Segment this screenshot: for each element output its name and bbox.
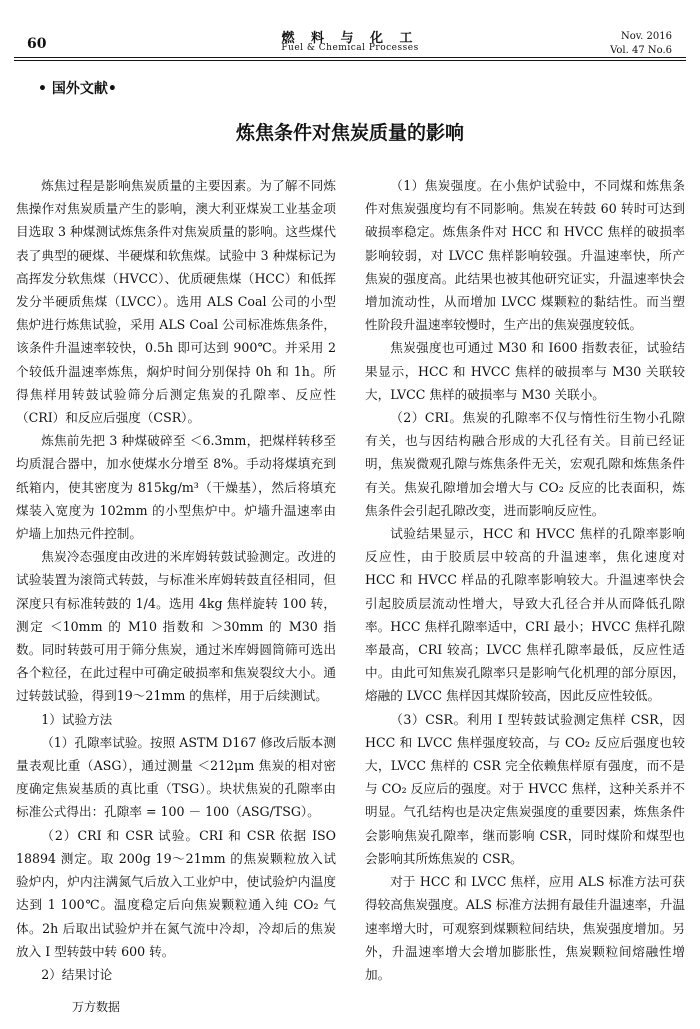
left-column (16, 174, 336, 986)
paragraph: （1）孔隙率试验。按照 ASTM D167 修改后版本测量表观比重（ASG），通过测量 ＜212μm 焦炭的相对密度确定焦炭基质的真比重（TSG）。块状焦炭的孔隙率由标准公式得出：孔隙率 = 100 － 100（ASG/TSG）。 (16, 734, 336, 820)
watermark: 万方数据 (72, 1000, 121, 1014)
paragraph: 试验结果显示，HCC 和 HVCC 焦样的孔隙率影响反应性，由于胶质层中较高的升温速率，焦化速度对 HCC 和 HVCC 样品的孔隙率影响较大。升温速率快会引起胶质层流动性增大，导致大孔径合并从而降低孔隙率。HCC 焦样孔隙率适中，CRI 最小；HVCC 焦样孔隙率最高，CRI 较高；LVCC 焦样孔隙率最低，反应性适中。由此可知焦炭孔隙率只是影响气化机理的部分原因，熔融的 LVCC 焦样因其煤阶较高，因此反应性较低。 (365, 526, 685, 704)
article-title: 炼焦条件对焦炭质量的影响 (235, 122, 464, 144)
paragraph: （1）焦炭强度。在小焦炉试验中，不同煤和炼焦条件对焦炭强度均有不同影响。焦炭在转鼓 60 转时可达到破损率稳定。炼焦条件对 HCC 和 HVCC 焦样的破损率影响较弱，对 LVCC 焦样影响较强。升温速率快，所产焦炭的强度高。此结果也被其他研究证实，升温速率快会增加流动性，从而增加 LVCC 煤颗粒的黏结性。而当塑性阶段升温速率较慢时，生产出的焦炭强度较低。 (365, 178, 685, 333)
paragraph: 焦炭冷态强度由改进的米库姆转鼓试验测定。改进的试验装置为滚筒式转鼓，与标准米库姆转鼓直径相同，但深度只有标准转鼓的 1/4。选用 4kg 焦样旋转 100 转，测定 ＜10mm 的 M10 指数和 ＞30mm 的 M30 指数。同时转鼓可用于筛分焦炭，通过米库姆圆筒筛可选出各个粒径，在此过程中可确定破损率和焦炭裂纹大小。通过转鼓试验，得到19～21mm 的焦样，用于后续测试。 (16, 549, 336, 704)
paragraph: 炼焦过程是影响焦炭质量的主要因素。为了解不同炼焦操作对焦炭质量产生的影响，澳大利亚煤炭工业基金项目选取 3 种煤测试炼焦条件对焦炭质量的影响。这些煤代表了典型的硬煤、半硬煤和软焦煤。试验中 3 种煤标记为高挥发分软焦煤（HVCC）、优质硬焦煤（HCC）和低挥发分半硬质焦煤（LVCC）。选用 ALS Coal 公司的小型焦炉进行炼焦试验，采用 ALS Coal 公司标准炼焦条件，该条件升温速率较快，0.5h 即可达到 900℃。并采用 2 个较低升温速率炼焦，焖炉时间分别保持 0h 和 1h。所得焦样用转鼓试验筛分后测定焦炭的孔隙率、反应性（CRI）和反应后强度（CSR）。 (16, 178, 336, 426)
journal-title-cn: 燃 料 与 化 工 (281, 31, 419, 46)
paragraph: （2）CRI。焦炭的孔隙率不仅与惰性衍生物小孔隙有关，也与因结构融合形成的大孔径有关。目前已经证明，焦炭微观孔隙与炼焦条件无关，宏观孔隙和炼焦条件有关。焦炭孔隙增加会增大与 CO₂ 反应的比表面积，炼焦条件会引起孔隙改变，进而影响反应性。 (365, 410, 685, 518)
paragraph: （3）CSR。利用 I 型转鼓试验测定焦样 CSR，因 HCC 和 LVCC 焦样强度较高，与 CO₂ 反应后强度也较大，LVCC 焦样的 CSR 完全依赖焦样原有强度，而不是与 CO₂ 反应后的强度。对于 HVCC 焦样，这种关系并不明显。气孔结构也是决定焦炭强度的重要因素，炼焦条件会影响焦炭孔隙率，继而影响 CSR，同时煤阶和煤型也会影响其所炼焦炭的 CSR。 (365, 711, 685, 866)
right-column (365, 174, 685, 986)
paragraph: 炼焦前先把 3 种煤破碎至 ＜6.3mm，把煤样转移至均质混合器中，加水使煤水分增至 8%。手动将煤填充到纸箱内，使其密度为 815kg/m³（干燥基），然后将填充煤装入宽度为 102mm 的小型焦炉中。炉墙升温速率由炉墙上加热元件控制。 (16, 433, 336, 542)
page-header (0, 0, 700, 60)
subheading: 2）结果讨论 (41, 966, 113, 982)
paragraph: 对于 HCC 和 LVCC 焦样，应用 ALS 标准方法可获得较高焦炭强度。ALS 标准方法拥有最佳升温速率，升温速率增大时，可观察到煤颗粒间结块，焦炭强度增加。另外，升温速率增大会增加膨胀性，焦炭颗粒间熔融性增加。 (365, 874, 685, 982)
header-rule (14, 57, 686, 58)
subheading: 1）试验方法 (41, 711, 113, 727)
issue-date: Nov. 2016 (620, 31, 672, 42)
section-tag: • 国外文献• (38, 81, 117, 97)
journal-title-en: Fuel & Chemical Processes (281, 43, 419, 53)
page-number: 60 (27, 36, 47, 52)
issue-volume: Vol. 47 No.6 (610, 45, 672, 56)
paragraph: （2）CRI 和 CSR 试验。CRI 和 CSR 依据 ISO 18894 测定。取 200g 19～21mm 的焦炭颗粒放入试验炉内，炉内注满氮气后放入工业炉中，使试验炉内温度达到 1 100℃。温度稳定后向焦炭颗粒通入纯 CO₂ 气体。2h 后取出试验炉并在氮气流中冷却，冷却后的焦炭放入 I 型转鼓中转 600 转。 (16, 827, 336, 959)
header-rule-thin (14, 60, 686, 61)
paragraph: 焦炭强度也可通过 M30 和 I600 指数表征，试验结果显示，HCC 和 HVCC 焦样的破损率与 M30 关联较大，LVCC 焦样的破损率与 M30 关联小。 (365, 340, 685, 402)
